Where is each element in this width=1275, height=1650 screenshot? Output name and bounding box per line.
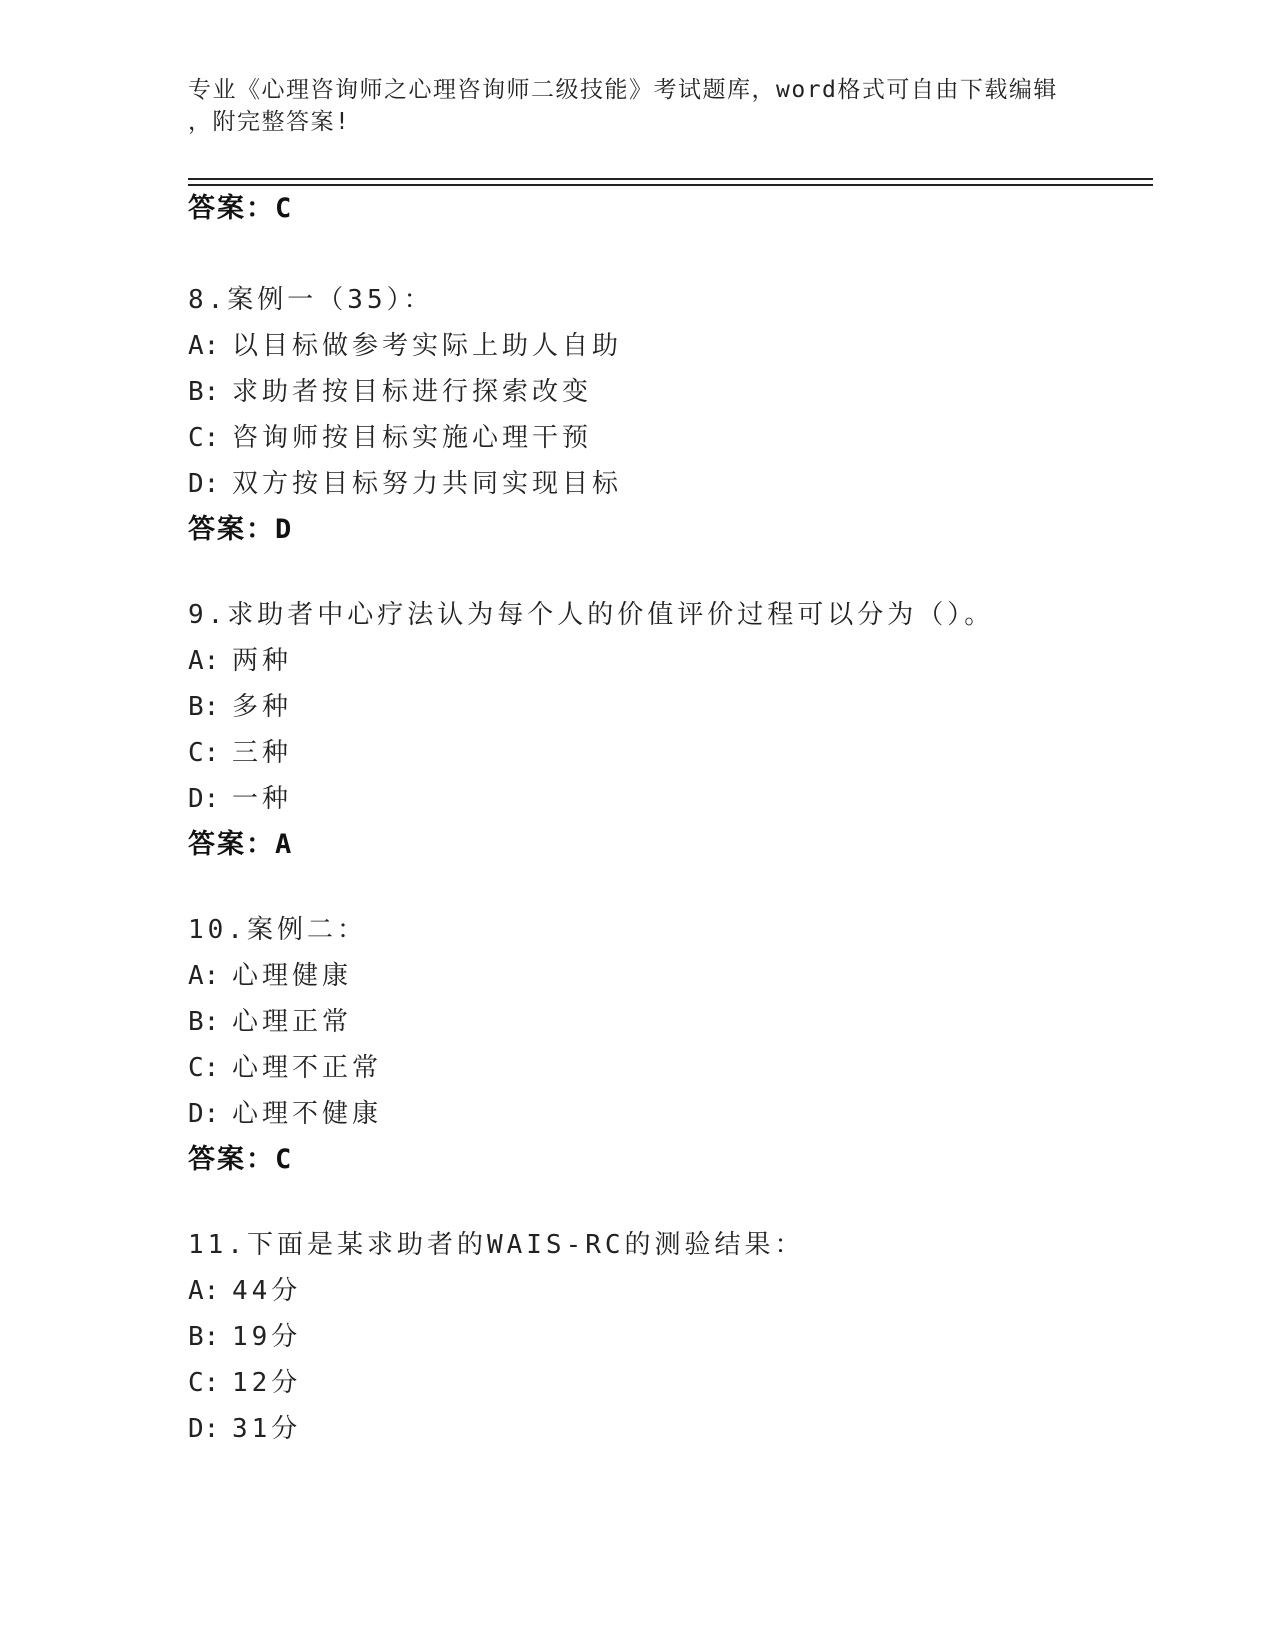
option-text: 两种 [232,646,293,676]
option-letter: D: [188,469,220,499]
option-text: 19分 [232,1322,302,1352]
option-text: 求助者按目标进行探索改变 [232,377,593,407]
option-letter: C: [188,1368,220,1398]
option-text: 双方按目标努力共同实现目标 [232,469,623,499]
option-d [188,1406,1148,1452]
option-letter: D: [188,1099,220,1129]
header-divider-top [188,178,1153,180]
option-c [188,1045,1148,1091]
option-d [188,1091,1148,1137]
option-text: 44分 [232,1276,302,1306]
option-text: 以目标做参考实际上助人自助 [232,331,623,361]
option-text: 心理健康 [232,961,353,991]
option-a [188,638,1148,684]
option-text: 咨询师按目标实施心理干预 [232,423,593,453]
option-text: 31分 [232,1414,302,1444]
option-c [188,730,1148,776]
option-letter: D: [188,784,220,814]
option-letter: A: [188,1276,220,1306]
option-letter: B: [188,1322,220,1352]
question-9 [188,592,1148,868]
option-letter: B: [188,377,220,407]
option-letter: B: [188,1007,220,1037]
header-line-2: ，附完整答案! [188,109,351,135]
answer: 答案：C [188,1144,294,1175]
option-a [188,1268,1148,1314]
document-header [188,74,1088,138]
option-letter: D: [188,1414,220,1444]
option-text: 12分 [232,1368,302,1398]
question-stem: 10.案例二： [188,915,367,945]
question-10 [188,907,1148,1183]
answer: 答案：A [188,829,294,860]
option-b [188,999,1148,1045]
option-a [188,953,1148,999]
option-letter: A: [188,646,220,676]
question-stem: 9.求助者中心疗法认为每个人的价值评价过程可以分为（）。 [188,600,995,630]
question-stem: 8.案例一（35）： [188,285,434,315]
option-a [188,323,1148,369]
option-c [188,415,1148,461]
option-d [188,776,1148,822]
header-line-1: 专业《心理咨询师之心理咨询师二级技能》考试题库，word格式可自由下载编辑 [188,77,1058,103]
question-11 [188,1222,1148,1452]
option-b [188,684,1148,730]
answer: 答案：D [188,514,294,545]
question-8 [188,277,1148,553]
option-text: 心理不正常 [232,1053,383,1083]
option-letter: A: [188,331,220,361]
previous-answer: 答案：C [188,193,294,224]
option-d [188,461,1148,507]
option-letter: C: [188,1053,220,1083]
option-b [188,369,1148,415]
option-b [188,1314,1148,1360]
option-text: 心理正常 [232,1007,353,1037]
option-text: 三种 [232,738,293,768]
option-text: 一种 [232,784,293,814]
option-text: 多种 [232,692,293,722]
option-letter: B: [188,692,220,722]
option-text: 心理不健康 [232,1099,383,1129]
option-letter: C: [188,423,220,453]
option-letter: A: [188,961,220,991]
option-letter: C: [188,738,220,768]
question-stem: 11.下面是某求助者的WAIS-RC的测验结果： [188,1230,805,1260]
option-c [188,1360,1148,1406]
